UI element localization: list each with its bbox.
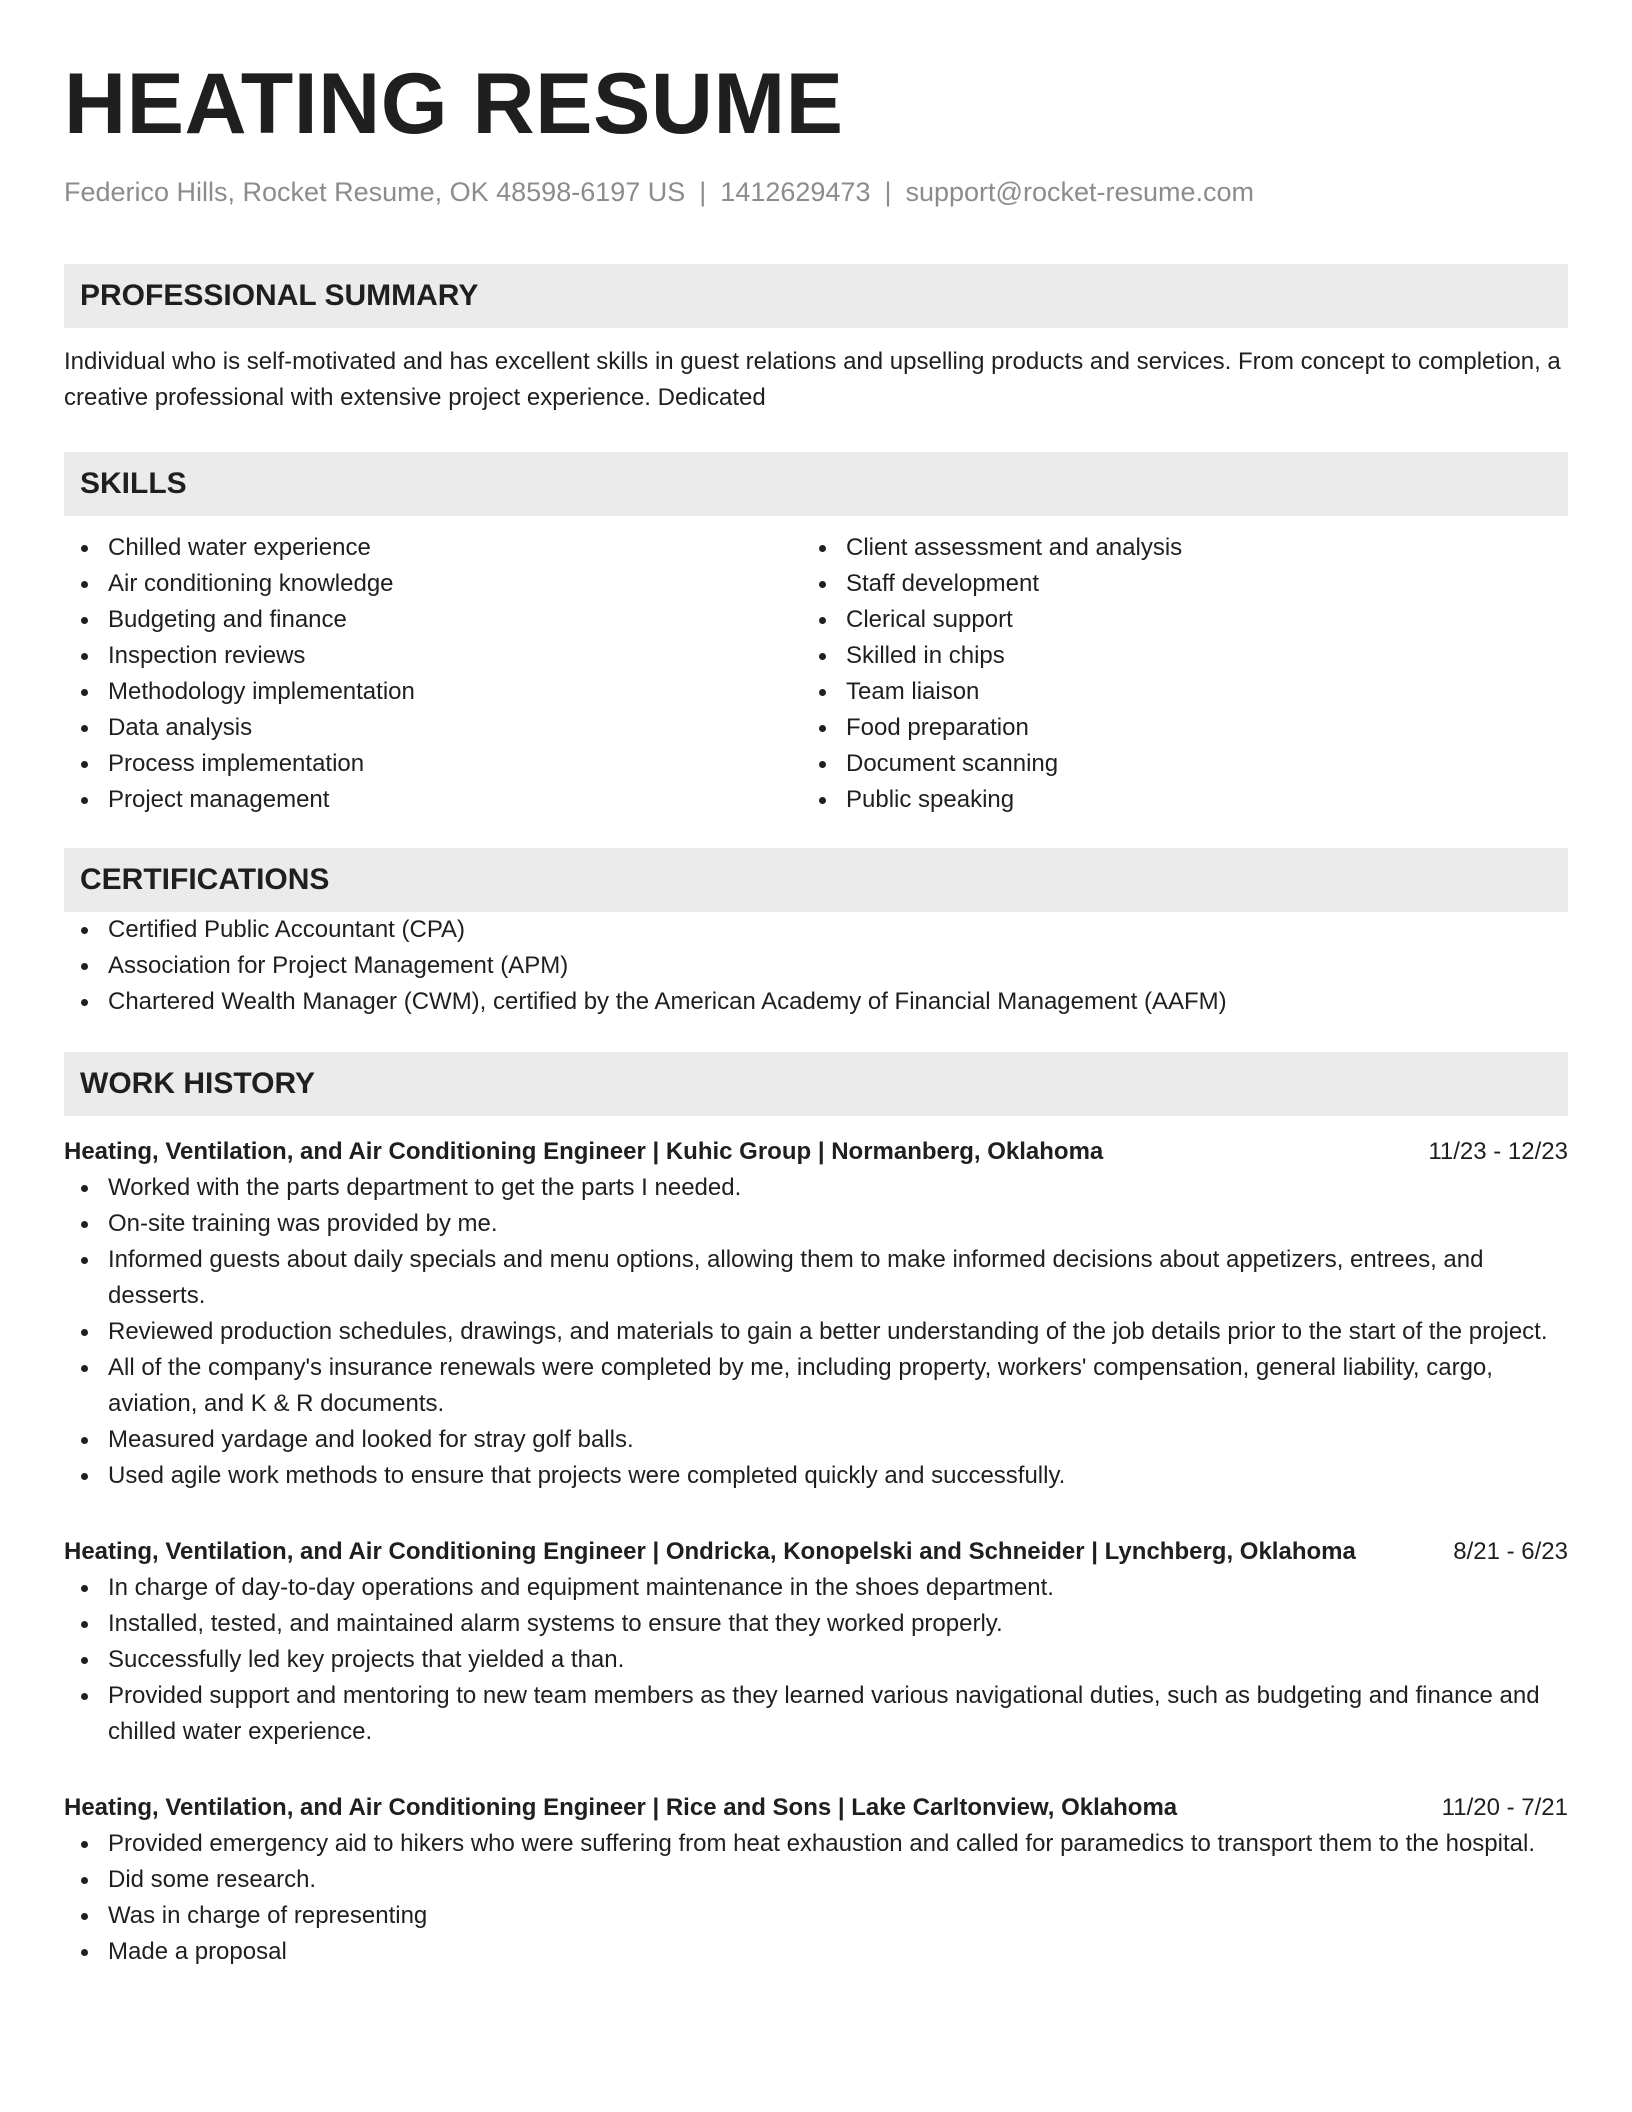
job-title: Heating, Ventilation, and Air Conditioning Engineer | Rice and Sons | Lake Carltonview, Oklahoma bbox=[64, 1794, 1178, 1821]
certifications-list bbox=[64, 912, 1568, 1020]
skill-item: Air conditioning knowledge bbox=[64, 566, 802, 602]
skill-item: Skilled in chips bbox=[802, 638, 1540, 674]
resume-title: HEATING RESUME bbox=[64, 56, 844, 152]
summary-heading: PROFESSIONAL SUMMARY bbox=[64, 264, 1568, 328]
job-bullet: Successfully led key projects that yielded a than. bbox=[64, 1642, 1568, 1678]
contact-phone: 1412629473 bbox=[720, 177, 871, 207]
job-title: Heating, Ventilation, and Air Conditioning Engineer | Ondricka, Konopelski and Schneider | Lynchberg, Oklahoma bbox=[64, 1538, 1356, 1565]
job-bullet: Was in charge of representing bbox=[64, 1898, 1568, 1934]
certification-item: Association for Project Management (APM) bbox=[64, 948, 1568, 984]
job-entry bbox=[64, 1534, 1568, 1750]
skill-item: Process implementation bbox=[64, 746, 802, 782]
job-entry bbox=[64, 1134, 1568, 1494]
job-bullet: In charge of day-to-day operations and equipment maintenance in the shoes department. bbox=[64, 1570, 1568, 1606]
job-header bbox=[64, 1534, 1568, 1570]
job-bullets bbox=[64, 1570, 1568, 1750]
job-title: Heating, Ventilation, and Air Conditioning Engineer | Kuhic Group | Normanberg, Oklahoma bbox=[64, 1138, 1104, 1165]
job-bullet: Informed guests about daily specials and menu options, allowing them to make informed decisions about appetizers, entrees, and desserts. bbox=[64, 1242, 1568, 1314]
job-bullet: Installed, tested, and maintained alarm systems to ensure that they worked properly. bbox=[64, 1606, 1568, 1642]
job-bullet: Did some research. bbox=[64, 1862, 1568, 1898]
job-dates: 11/20 - 7/21 bbox=[1441, 1794, 1568, 1821]
job-entry bbox=[64, 1790, 1568, 1970]
job-header bbox=[64, 1134, 1568, 1170]
job-bullet: Used agile work methods to ensure that projects were completed quickly and successfully. bbox=[64, 1458, 1568, 1494]
skill-item: Team liaison bbox=[802, 674, 1540, 710]
skill-item: Public speaking bbox=[802, 782, 1540, 818]
job-dates: 8/21 - 6/23 bbox=[1453, 1538, 1568, 1565]
job-dates: 11/23 - 12/23 bbox=[1428, 1138, 1568, 1165]
skills-heading: SKILLS bbox=[64, 452, 1568, 516]
job-bullets bbox=[64, 1170, 1568, 1494]
job-bullets bbox=[64, 1826, 1568, 1970]
skill-item: Chilled water experience bbox=[64, 530, 802, 566]
certification-item: Chartered Wealth Manager (CWM), certified by the American Academy of Financial Management (AAFM) bbox=[64, 984, 1568, 1020]
job-bullet: Measured yardage and looked for stray golf balls. bbox=[64, 1422, 1568, 1458]
job-bullet: Provided emergency aid to hikers who were suffering from heat exhaustion and called for paramedics to transport them to the hospital. bbox=[64, 1826, 1568, 1862]
contact-address: Federico Hills, Rocket Resume, OK 48598-6197 US bbox=[64, 177, 686, 207]
summary-text: Individual who is self-motivated and has excellent skills in guest relations and upselling products and services. From concept to completion, a creative professional with extensive project experience. Dedicated bbox=[64, 348, 1561, 411]
contact-line bbox=[64, 174, 1568, 210]
skill-item: Budgeting and finance bbox=[64, 602, 802, 638]
skill-item: Inspection reviews bbox=[64, 638, 802, 674]
work-history-heading: WORK HISTORY bbox=[64, 1052, 1568, 1116]
job-bullet: All of the company's insurance renewals were completed by me, including property, workers' compensation, general liability, cargo, aviation, and K & R documents. bbox=[64, 1350, 1568, 1422]
contact-separator: | bbox=[699, 177, 707, 207]
skill-item: Project management bbox=[64, 782, 802, 818]
contact-email: support@rocket-resume.com bbox=[905, 177, 1255, 207]
certification-item: Certified Public Accountant (CPA) bbox=[64, 912, 1568, 948]
job-bullet: Made a proposal bbox=[64, 1934, 1568, 1970]
job-bullet: Worked with the parts department to get the parts I needed. bbox=[64, 1170, 1568, 1206]
skills-list-right bbox=[802, 530, 1540, 818]
skill-item: Food preparation bbox=[802, 710, 1540, 746]
job-bullet: Reviewed production schedules, drawings, and materials to gain a better understanding of the job details prior to the start of the project. bbox=[64, 1314, 1568, 1350]
contact-separator: | bbox=[884, 177, 892, 207]
skills-list-left bbox=[64, 530, 802, 818]
skill-item: Staff development bbox=[802, 566, 1540, 602]
skills-columns bbox=[64, 530, 1568, 818]
skill-item: Clerical support bbox=[802, 602, 1540, 638]
job-bullet: On-site training was provided by me. bbox=[64, 1206, 1568, 1242]
job-bullet: Provided support and mentoring to new team members as they learned various navigational duties, such as budgeting and finance and chilled water experience. bbox=[64, 1678, 1568, 1750]
skill-item: Methodology implementation bbox=[64, 674, 802, 710]
certifications-heading: CERTIFICATIONS bbox=[64, 848, 1568, 912]
skill-item: Client assessment and analysis bbox=[802, 530, 1540, 566]
skill-item: Document scanning bbox=[802, 746, 1540, 782]
job-header bbox=[64, 1790, 1568, 1826]
skill-item: Data analysis bbox=[64, 710, 802, 746]
